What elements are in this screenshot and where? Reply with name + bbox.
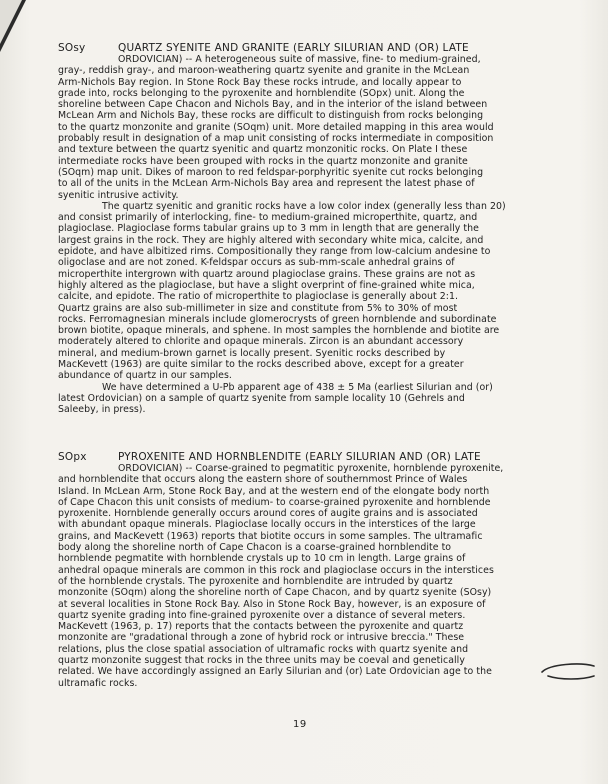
text-line: brown biotite, opaque minerals, and sphene. In most samples the hornblende and biotite are [58, 325, 500, 337]
text-line: MacKevett (1963, p. 17) reports that the contacts between the pyroxenite and quartz [58, 621, 464, 633]
text-line: microperthite intergrown with quartz around plagioclase grains. These grains are not as [58, 268, 476, 280]
text-line: quartz syenite grading into fine-grained pyroxenite over a distance of several meters. [58, 609, 466, 621]
pen-mark-annotation [540, 660, 596, 682]
text-line: latest Ordovician) on a sample of quartz syenite from sample locality 10 (Gehrels and [58, 392, 465, 404]
text-line: and consist primarily of interlocking, fine- to medium-grained microperthite, quartz, and [58, 212, 478, 224]
text-line: body along the shoreline north of Cape Chacon is a coarse-grained hornblendite to [58, 542, 452, 554]
text-line: and texture between the quartz syenitic and quartz monzonitic rocks. On Plate I these [58, 144, 468, 156]
unit-body [58, 463, 564, 689]
text-line: The quartz syenitic and granitic rocks have a low color index (generally less than 20) [102, 200, 506, 212]
text-line: at several localities in Stone Rock Bay. Also in Stone Rock Bay, however, is an exposure of [58, 598, 486, 610]
text-line: gray-, reddish gray-, and maroon-weathering quartz syenite and granite in the McLean [58, 65, 470, 77]
text-line: to the quartz monzonite and granite (SOqm) unit. More detailed mapping in this area would [58, 121, 494, 133]
text-line: of Cape Chacon this unit consists of medium- to coarse-grained pyroxenite and hornblende [58, 496, 491, 508]
unit-title: PYROXENITE AND HORNBLENDITE (EARLY SILURIAN AND (OR) LATE [118, 451, 481, 463]
text-line: plagioclase. Plagioclase forms tabular grains up to 3 mm in length that are generally the [58, 223, 479, 235]
text-line: (SOqm) map unit. Dikes of maroon to red feldspar-porphyritic syenite cut rocks belonging [58, 166, 484, 178]
text-line: largest grains in the rock. They are highly altered with secondary white mica, calcite, and [58, 234, 484, 246]
page-corner-fold [0, 0, 22, 44]
unit-code: SOsy [58, 42, 86, 54]
unit-title: QUARTZ SYENITE AND GRANITE (EARLY SILURIAN AND (OR) LATE [118, 42, 469, 54]
text-line: Saleeby, in press). [58, 404, 146, 416]
text-line: McLean Arm and Nichols Bay, these rocks are difficult to distinguish from rocks belonging [58, 110, 484, 122]
text-line: Arm-Nichols Bay region. In Stone Rock Bay these rocks intrude, and locally appear to [58, 76, 462, 88]
text-line: syenitic intrusive activity. [58, 189, 179, 201]
unit-code: SOpx [58, 451, 87, 463]
text-line: mineral, and medium-brown garnet is locally present. Syenitic rocks described by [58, 347, 446, 359]
text-line: rocks. Ferromagnesian minerals include glomerocrysts of green hornblende and subordinate [58, 313, 497, 325]
text-line: ultramafic rocks. [58, 677, 138, 689]
text-line: highly altered as the plagioclase, but have a slight overprint of fine-grained white mica, [58, 279, 475, 291]
text-line: grade into, rocks belonging to the pyroxenite and hornblendite (SOpx) unit. Along the [58, 87, 465, 99]
text-line: hornblende pegmatite with hornblende crystals up to 10 cm in length. Large grains of [58, 553, 466, 565]
text-line: ORDOVICIAN) -- Coarse-grained to pegmatitic pyroxenite, hornblende pyroxenite, [118, 463, 504, 474]
text-line: intermediate rocks have been grouped with rocks in the quartz monzonite and granite [58, 155, 468, 167]
text-line: relations, plus the close spatial association of ultramafic rocks with quartz syenite and [58, 643, 469, 655]
text-line: abundance of quartz in our samples. [58, 370, 232, 382]
text-line: probably result in designation of a map unit consisting of rocks intermediate in composition [58, 133, 494, 145]
text-line: of the hornblende crystals. The pyroxenite and hornblendite are intruded by quartz [58, 575, 453, 587]
text-line: pyroxenite. Hornblende generally occurs around cores of augite grains and is associated [58, 508, 478, 520]
text-line: monzonite are "gradational through a zone of hybrid rock or intrusive breccia." These [58, 632, 465, 644]
text-line: and hornblendite that occurs along the eastern shore of southernmost Prince of Wales [58, 474, 468, 486]
text-line: MacKevett (1963) are quite similar to the rocks described above, except for a greater [58, 359, 464, 371]
page-number: 19 [293, 719, 307, 730]
text-line: epidote, and have albitized rims. Compositionally they range from low-calcium andesine to [58, 246, 491, 258]
text-line: monzonite (SOqm) along the shoreline north of Cape Chacon, and by quartz syenite (SOsy) [58, 587, 492, 599]
text-line: We have determined a U-Pb apparent age of 438 ± 5 Ma (earliest Silurian and (or) [102, 381, 493, 393]
text-line: calcite, and epidote. The ratio of microperthite to plagioclase is generally about 2:1. [58, 291, 459, 303]
text-line: moderately altered to chlorite and opaque minerals. Zircon is an abundant accessory [58, 336, 464, 348]
text-line: with abundant opaque minerals. Plagioclase locally occurs in the interstices of the large [58, 519, 476, 531]
text-line: anhedral opaque minerals are common in this rock and plagioclase occurs in the interstices [58, 564, 494, 576]
text-line: related. We have accordingly assigned an Early Silurian and (or) Late Ordovician age to the [58, 666, 492, 678]
text-line: quartz monzonite suggest that rocks in the three units may be coeval and genetically [58, 655, 465, 667]
unit-body [58, 54, 564, 416]
unit-description-sopx [58, 451, 564, 711]
unit-description-sosy [58, 42, 564, 472]
text-line: Island. In McLean Arm, Stone Rock Bay, and at the western end of the elongate body north [58, 485, 490, 497]
text-line: oligoclase and are not zoned. K-feldspar occurs as sub-mm-scale anhedral grains of [58, 257, 455, 269]
text-line: shoreline between Cape Chacon and Nichols Bay, and in the interior of the island between [58, 99, 488, 111]
text-line: to all of the units in the McLean Arm-Nichols Bay area and represent the latest phase of [58, 178, 475, 190]
text-line: Quartz grains are also sub-millimeter in size and constitute from 5% to 30% of most [58, 302, 458, 314]
text-line: ORDOVICIAN) -- A heterogeneous suite of massive, fine- to medium-grained, [118, 54, 481, 65]
text-line: grains, and MacKevett (1963) reports that biotite occurs in some samples. The ultramafic [58, 530, 483, 542]
